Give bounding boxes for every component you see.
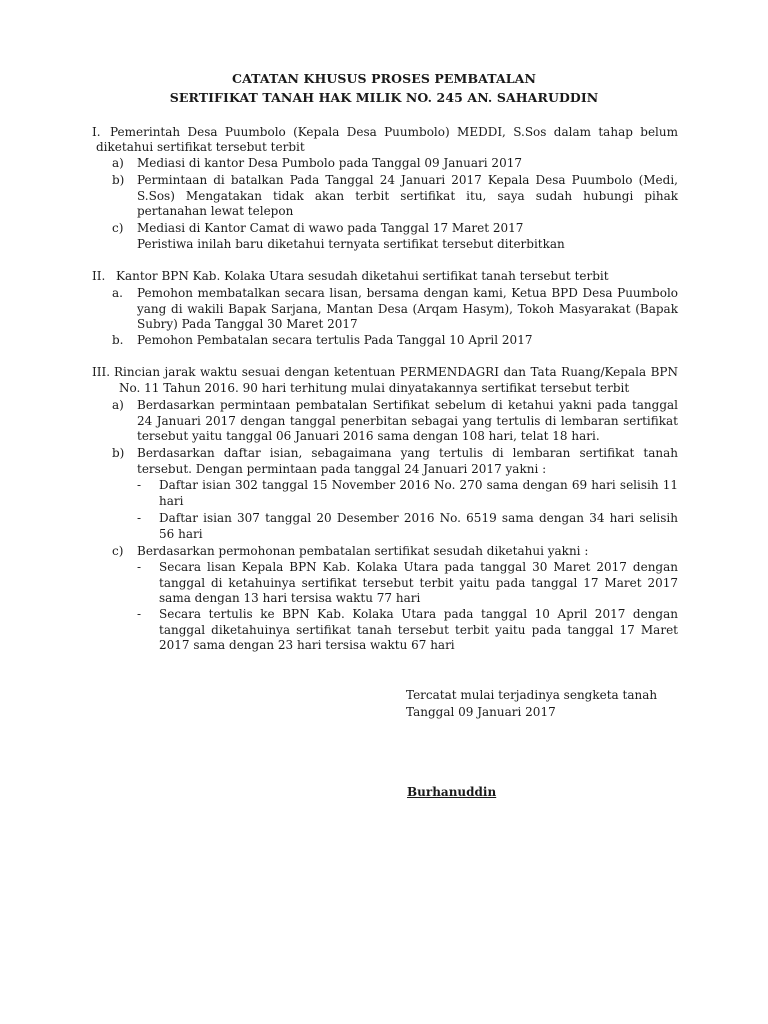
section-3-item-b-dash2-text: Daftar isian 307 tanggal 20 Desember 2016 No. 6519 sama dengan 34 hari selisih 56 hari xyxy=(159,511,678,541)
document-title-line1: CATATAN KHUSUS PROSES PEMBATALAN xyxy=(232,71,536,86)
section-3-item-b-dash1-bullet: - xyxy=(137,478,142,492)
section-3-item-b-dash1-text: Daftar isian 302 tanggal 15 November 2016 No. 270 sama dengan 69 hari selisih 11 hari xyxy=(159,478,678,508)
section-2-item-a-label: a. xyxy=(112,286,123,300)
section-1-item-b-text: Permintaan di batalkan Pada Tanggal 24 Januari 2017 Kepala Desa Puumbolo (Medi, S.Sos) Mengatakan tidak akan terbit sertifikat itu, saya sudah hubungi pihak pertanahan lewat telepon xyxy=(137,173,678,218)
section-3-item-c-dash2-text: Secara tertulis ke BPN Kab. Kolaka Utara pada tanggal 10 April 2017 dengan tanggal diketahuinya sertifikat tanah tersebut terbit yaitu pada tanggal 17 Maret 2017 sama dengan 23 hari tersisa waktu 67 hari xyxy=(159,607,678,652)
section-3-item-a-label: a) xyxy=(112,398,124,412)
section-1-text-line2: diketahui sertifikat tersebut terbit xyxy=(96,140,305,154)
section-1-item-b-label: b) xyxy=(112,173,125,187)
section-2-text: Kantor BPN Kab. Kolaka Utara sesudah diketahui sertifikat tanah tersebut terbit xyxy=(116,269,609,283)
section-3-item-c-dash1-bullet: - xyxy=(137,560,142,574)
section-3-text-line2: No. 11 Tahun 2016. 90 hari terhitung mulai dinyatakannya sertifikat tersebut terbit xyxy=(119,381,630,395)
section-3-item-c-text: Berdasarkan permohonan pembatalan sertifikat sesudah diketahui yakni : xyxy=(137,544,589,558)
section-2-number: II. xyxy=(92,269,106,283)
section-3-item-a-text: Berdasarkan permintaan pembatalan Sertifikat sebelum di ketahui yakni pada tanggal 24 Januari 2017 dengan tanggal penerbitan sebagai yang tertulis di lembaran sertifikat tersebut yaitu tanggal 06 Januari 2016 sama dengan 108 hari, telat 18 hari. xyxy=(137,398,678,443)
section-3-item-c-dash1-text: Secara lisan Kepala BPN Kab. Kolaka Utara pada tanggal 30 Maret 2017 dengan tanggal di ketahuinya sertifikat tersebut terbit yaitu pada tanggal 17 Maret 2017 sama dengan 13 hari tersisa waktu 77 hari xyxy=(159,560,678,605)
section-3-item-b-text: Berdasarkan daftar isian, sebagaimana yang tertulis di lembaran sertifikat tanah tersebut. Dengan permintaan pada tanggal 24 Januari 2017 yakni : xyxy=(137,446,678,476)
document-title-line2: SERTIFIKAT TANAH HAK MILIK NO. 245 AN. SAHARUDDIN xyxy=(169,90,599,105)
section-3-text-line1: Rincian jarak waktu sesuai dengan ketentuan PERMENDAGRI dan Tata Ruang/Kepala BPN xyxy=(114,365,678,379)
section-3-number: III. xyxy=(92,365,111,379)
section-2-item-b-text: Pemohon Pembatalan secara tertulis Pada Tanggal 10 April 2017 xyxy=(137,333,533,347)
footer-note-line2: Tanggal 09 Januari 2017 xyxy=(406,705,556,719)
section-1-note: Peristiwa inilah baru diketahui ternyata sertifikat tersebut diterbitkan xyxy=(137,237,565,251)
section-3-item-b-label: b) xyxy=(112,446,125,460)
section-1-item-a-label: a) xyxy=(112,156,124,170)
section-1-item-a-text: Mediasi di kantor Desa Pumbolo pada Tanggal 09 Januari 2017 xyxy=(137,156,522,170)
section-2-item-a-text: Pemohon membatalkan secara lisan, bersama dengan kami, Ketua BPD Desa Puumbolo yang di wakili Bapak Sarjana, Mantan Desa (Arqam Hasym), Tokoh Masyarakat (Bapak Subry) Pada Tanggal 30 Maret 2017 xyxy=(137,286,678,331)
section-1-item-c-text: Mediasi di Kantor Camat di wawo pada Tanggal 17 Maret 2017 xyxy=(137,221,524,235)
section-2-item-b-label: b. xyxy=(112,333,124,347)
section-1-item-c-label: c) xyxy=(112,221,124,235)
section-1-number: I. xyxy=(92,125,101,139)
section-3-item-b-dash2-bullet: - xyxy=(137,511,142,525)
section-3-item-c-label: c) xyxy=(112,544,124,558)
section-1-text-line1: Pemerintah Desa Puumbolo (Kepala Desa Puumbolo) MEDDI, S.Sos dalam tahap belum xyxy=(110,125,678,139)
signer-name: Burhanuddin xyxy=(407,785,497,799)
footer-note-line1: Tercatat mulai terjadinya sengketa tanah xyxy=(406,688,658,702)
section-3-item-c-dash2-bullet: - xyxy=(137,607,142,621)
